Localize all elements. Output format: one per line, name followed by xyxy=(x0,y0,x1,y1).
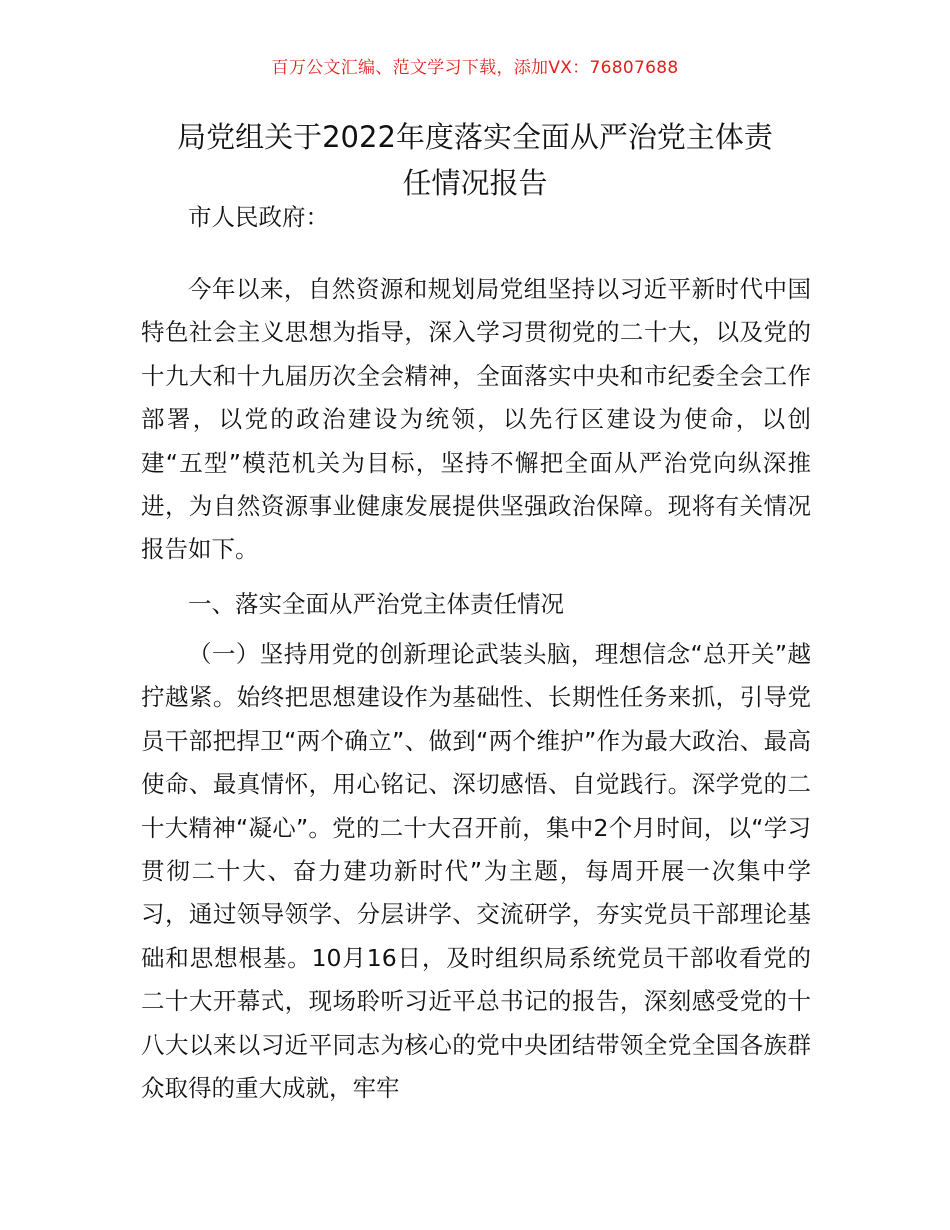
salutation: 市人民政府： xyxy=(188,203,329,231)
title-line-1: 局党组关于2022年度落实全面从严治党主体责 xyxy=(177,120,773,154)
section-heading: 一、落实全面从严治党主体责任情况 xyxy=(188,590,564,618)
document-title xyxy=(120,114,830,206)
title-line-2: 任情况报告 xyxy=(402,166,548,200)
watermark-banner: 百万公文汇编、范文学习下载，添加VX：76807688 xyxy=(271,58,679,78)
paragraph-intro: 今年以来，自然资源和规划局党组坚持以习近平新时代中国特色社会主义思想为指导，深入学习贯彻党的二十大，以及党的十九大和十九届历次全会精神，全面落实中央和市纪委全会工作部署，以党的政治建设为统领，以先行区建设为使命，以创建“五型”模范机关为目标，坚持不懈把全面从严治党向纵深推进，为自然资源事业健康发展提供坚强政治保障。现将有关情况报告如下。 xyxy=(141,275,811,564)
paragraph-section-1: （一）坚持用党的创新理论武装头脑，理想信念“总开关”越拧越紧。始终把思想建设作为基础性、长期性任务来抓，引导党员干部把捍卫“两个确立”、做到“两个维护”作为最大政治、最高使命、最真情怀，用心铭记、深切感悟、自觉践行。深学党的二十大精神“凝心”。党的二十大召开前，集中2个月时间，以“学习贯彻二十大、奋力建功新时代”为主题，每周开展一次集中学习，通过领导领学、分层讲学、交流研学，夯实党员干部理论基础和思想根基。10月16日，及时组织局系统党员干部收看党的二十大开幕式，现场聆听习近平总书记的报告，深刻感受党的十八大以来以习近平同志为核心的党中央团结带领全党全国各族群众取得的重大成就，牢牢 xyxy=(141,640,811,1103)
